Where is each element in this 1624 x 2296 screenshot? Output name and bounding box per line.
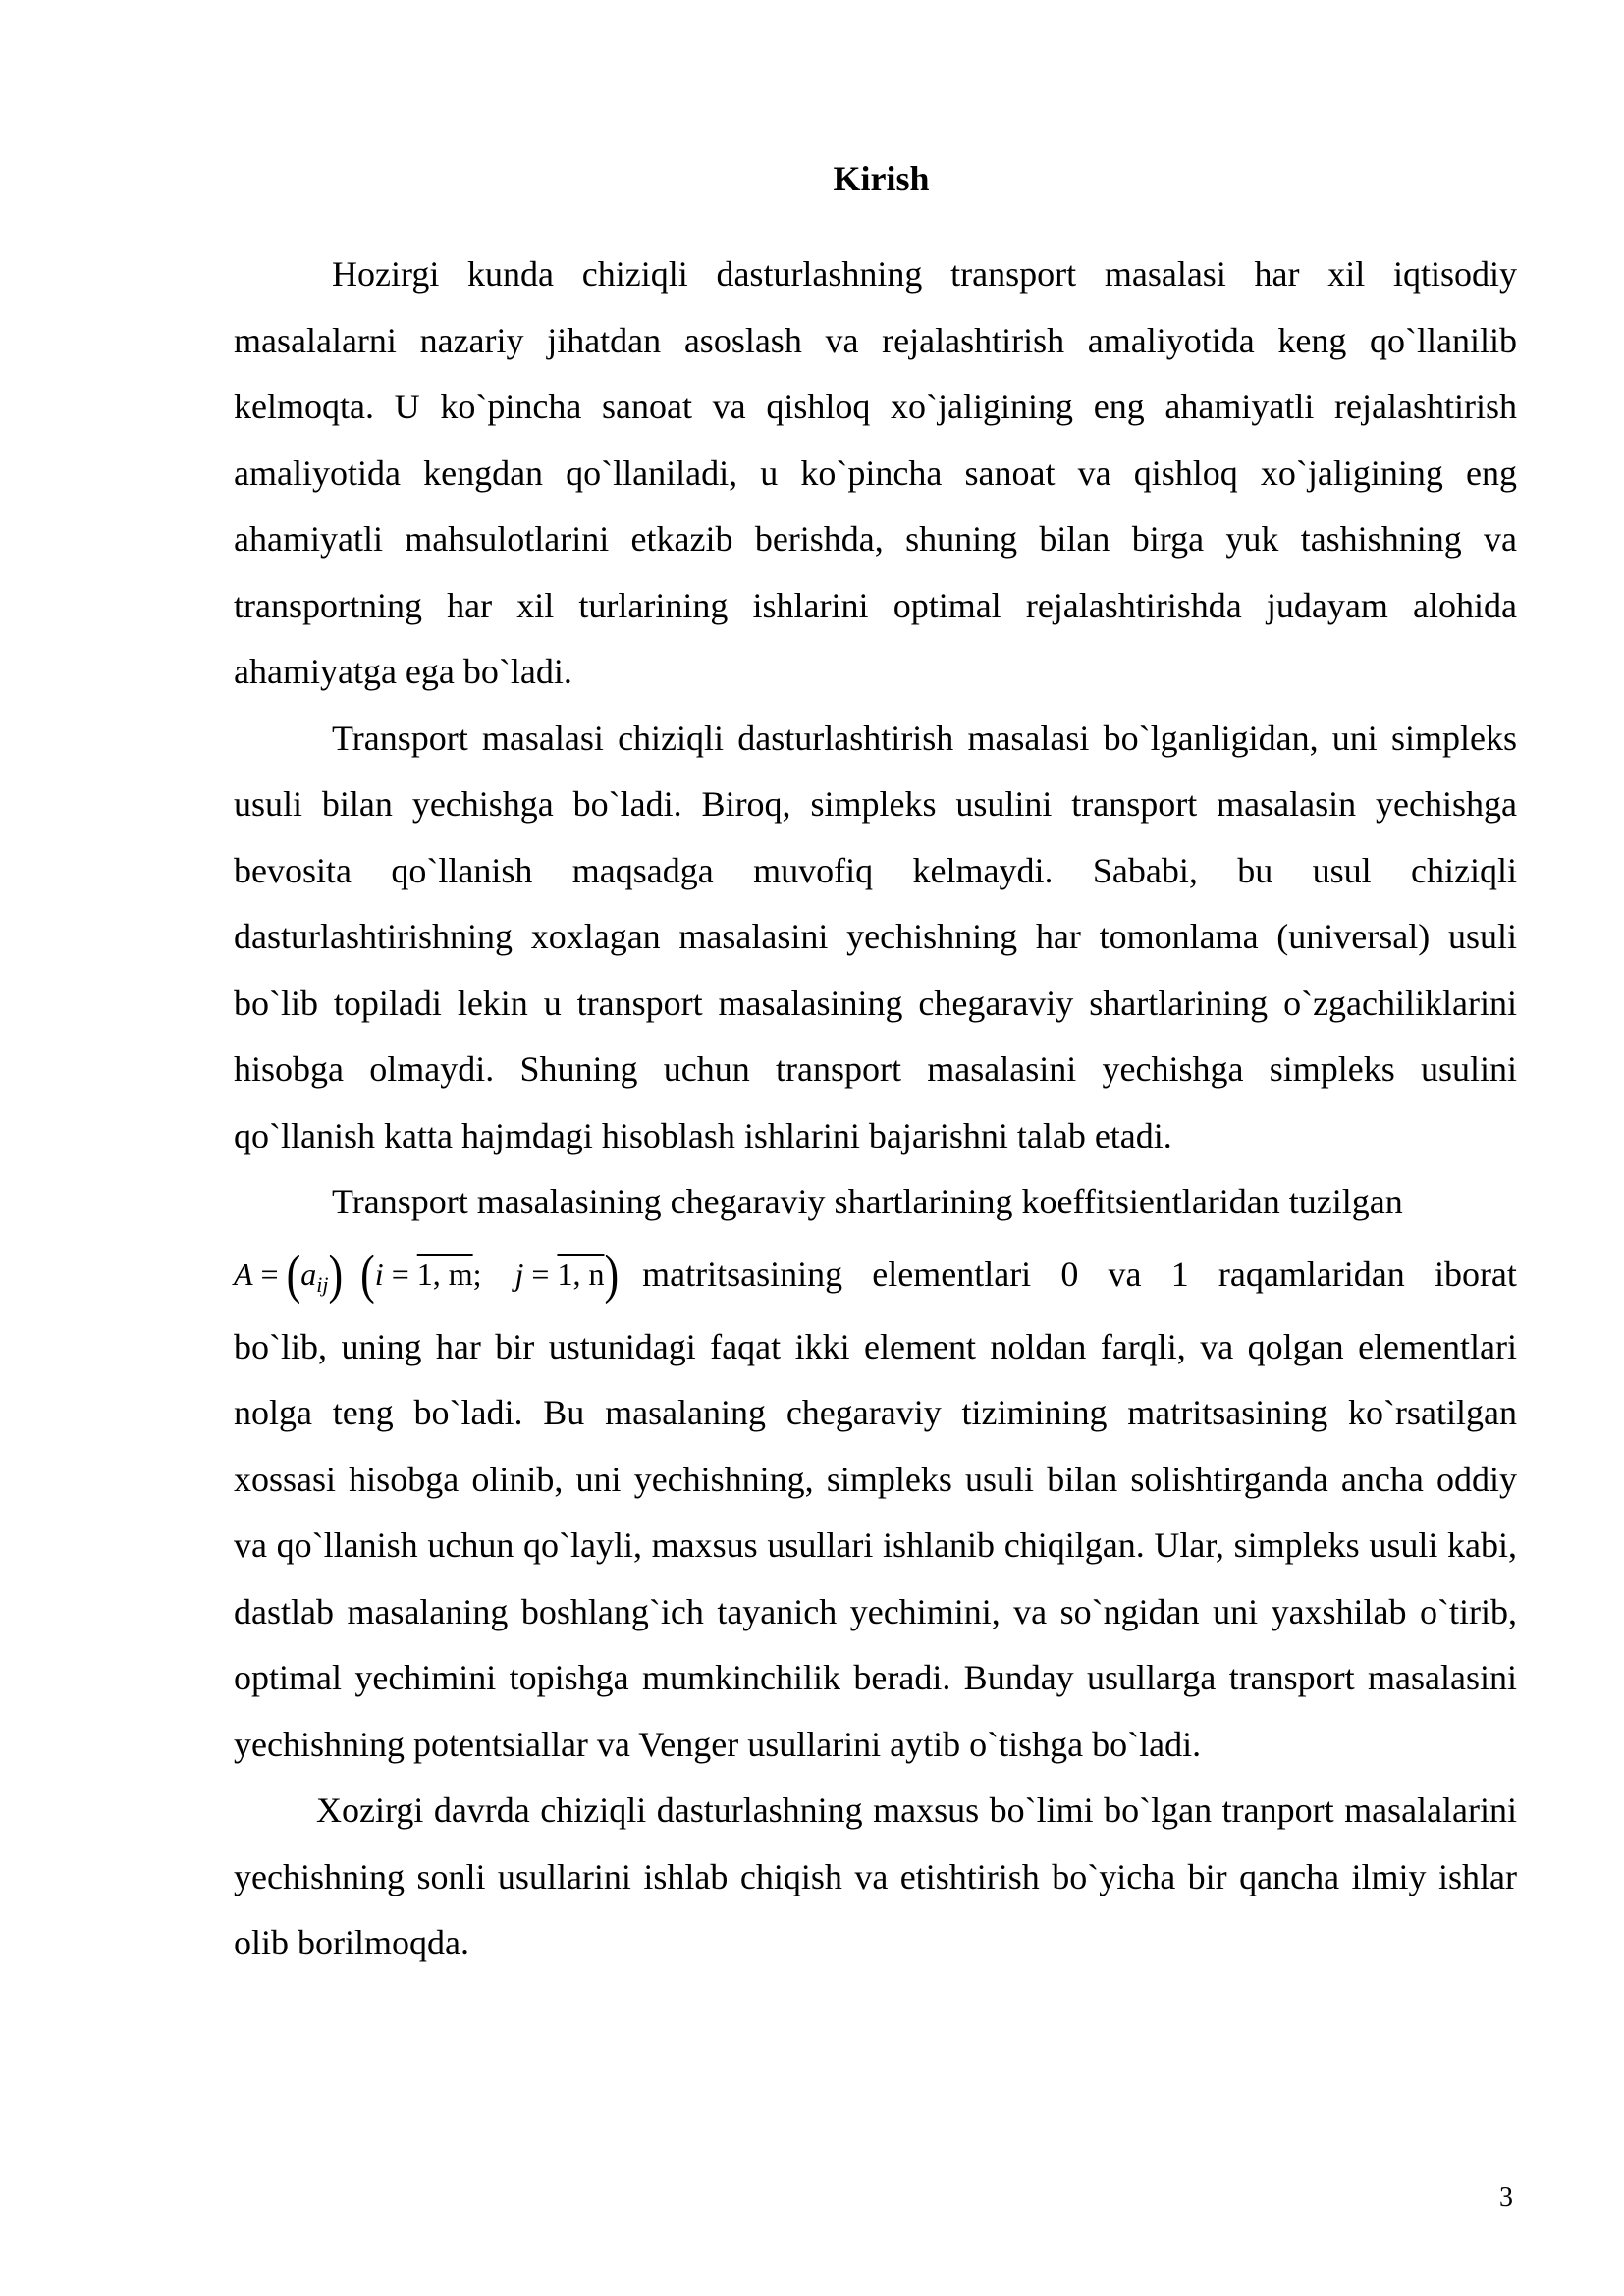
paragraph-4: Xozirgi davrda chiziqli dasturlashning maxsus bo`limi bo`lgan tranport masalalarini yechishning sonli usullarini ishlab chiqish va etishtirish bo`yicha bir qancha ilmiy ishlar olib borilmoqda.: [234, 1790, 1517, 1962]
tail-word: matritsasining: [642, 1254, 843, 1294]
formula-equals: =: [260, 1255, 279, 1292]
formula-close-paren-2: ): [604, 1244, 620, 1305]
tail-word: 0: [1060, 1254, 1079, 1294]
formula-subscript-ij: ij: [316, 1271, 329, 1297]
formula-a: a: [300, 1255, 317, 1292]
formula-close-paren: ): [328, 1244, 344, 1305]
formula-tail-text: [642, 1242, 1517, 1308]
paragraph-3-rest: bo`lib, uning har bir ustunidagi faqat ikki element noldan farqli, va qolgan elementlari nolga teng bo`ladi. Bu masalaning chegaraviy tizimining matritsasining ko`rsatilgan xossasi hisobga olinib, uni yechishning, simpleks usuli bilan solishtirganda ancha oddiy va qo`llanish uchun qo`layli, maxsus usullari ishlanib chiqilgan. Ular, simpleks usuli kabi, dastlab masalaning boshlang`ich tayanich yechimini, va so`ngidan uni yaxshilab o`tirib, optimal yechimini topishga mumkinchilik beradi. Bunday usullarga transport masalasini yechishning potentsiallar va Venger usullarini aytib o`tishga bo`ladi.: [234, 1326, 1517, 1764]
formula-line: [234, 1236, 1517, 1314]
formula-range-i: 1, m: [416, 1255, 473, 1292]
paragraph-2: Transport masalasi chiziqli dasturlashtirish masalasi bo`lganligidan, uni simpleks usuli bilan yechishga bo`ladi. Biroq, simpleks usulini transport masalasin yechishga bevosita qo`llanish maqsadga muvofiq kelmaydi. Sababi, bu usul chiziqli dasturlashtirishning xoxlagan masalasini yechishning har tomonlama (universal) usuli bo`lib topiladi lekin u transport masalasining chegaraviy shartlarining o`zgachiliklarini hisobga olmaydi. Shuning uchun transport masalasini yechishga simpleks usulini qo`llanish katta hajmdagi hisoblash ishlarini bajarishni talab etadi.: [234, 718, 1517, 1155]
tail-word: va: [1108, 1254, 1142, 1294]
body-text: [234, 241, 1517, 1977]
page-number: 3: [1499, 2182, 1513, 2213]
tail-word: 1: [1170, 1254, 1189, 1294]
paragraph-3-intro: Transport masalasining chegaraviy shartlarining koeffitsientlaridan tuzilgan: [332, 1182, 1403, 1221]
formula-range-j: 1, n: [557, 1255, 605, 1292]
page-title: Kirish: [833, 159, 930, 198]
tail-word: iborat: [1434, 1254, 1517, 1294]
formula-j: j: [514, 1255, 524, 1292]
formula-open-paren: (: [286, 1244, 301, 1305]
formula-open-paren-2: (: [360, 1244, 375, 1305]
paragraph-1: Hozirgi kunda chiziqli dasturlashning transport masalasi har xil iqtisodiy masalalarni nazariy jihatdan asoslash va rejalashtirish amaliyotida keng qo`llanilib kelmoqta. U ko`pincha sanoat va qishloq xo`jaligining eng ahamiyatli rejalashtirish amaliyotida kengdan qo`llaniladi, u ko`pincha sanoat va qishloq xo`jaligining eng ahamiyatli mahsulotlarini etkazib berishda, shuning bilan birga yuk tashishning va transportning har xil turlarining ishlarini optimal rejalashtirishda judayam alohida ahamiyatga ega bo`ladi.: [234, 254, 1517, 691]
formula-lhs: A: [234, 1255, 253, 1292]
formula-semicolon: ;: [472, 1255, 482, 1292]
tail-word: elementlari: [872, 1254, 1032, 1294]
formula-i: i: [374, 1255, 384, 1292]
matrix-formula: A = ( a ij ) ( i = 1, m ; j = 1, n ): [234, 1242, 619, 1308]
tail-word: raqamlaridan: [1218, 1254, 1405, 1294]
